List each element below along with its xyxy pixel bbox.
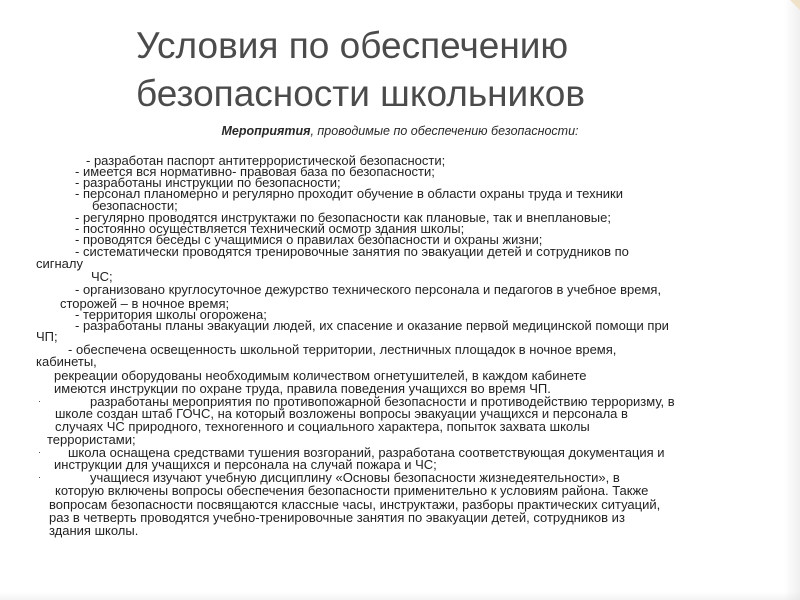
body-line: безопасности; (92, 198, 178, 213)
bullet-dot: · (38, 396, 41, 406)
body-line: имеются инструкции по охране труда, правила поведения учащихся во время ЧП. (54, 381, 551, 396)
body-line: - обеспечена освещенность школьной территории, лестничных площадок в ночное время, (68, 342, 617, 357)
body-line: - персонал планомерно и регулярно проходит обучение в области охраны труда и техники (75, 186, 623, 201)
slide-subtitle (0, 124, 800, 138)
slide-title-line-2: безопасности школьников (136, 73, 586, 114)
slide-shadow-edge (784, 0, 800, 600)
body-line: разработаны мероприятия по противопожарной безопасности и противодействию терроризму, в (90, 394, 675, 409)
body-line: - территория школы огорожена; (75, 307, 267, 322)
body-line: учащиеся изучают учебную дисциплину «Основы безопасности жизнедеятельности», в (90, 470, 620, 485)
slide-title (136, 22, 736, 118)
slide-bottom-edge (0, 592, 800, 600)
body-line: вопросам безопасности посвящаются классные часы, инструктажи, разборы практических ситуаций, (49, 497, 661, 512)
subtitle-bold: Мероприятия (221, 124, 311, 138)
body-line: - проводятся беседы с учащимися о правилах безопасности и охраны жизни; (75, 232, 543, 247)
body-line: школа оснащена средствами тушения возгораний, разработана соответствующая документация и (68, 445, 665, 460)
body-line: сигналу (36, 256, 83, 271)
body-line: террористами; (47, 432, 136, 447)
body-line: здания школы. (49, 523, 139, 538)
body-line: ЧС; (91, 269, 113, 284)
body-line: кабинеты, (36, 354, 97, 369)
body-line: - разработаны планы эвакуации людей, их спасение и оказание первой медицинской помощи при (75, 318, 669, 333)
subtitle-rest: , проводимые по обеспечению безопасности: (310, 124, 579, 138)
body-line: - постоянно осуществляется технический осмотр здания школы; (75, 221, 465, 236)
body-line: инструкции для учащихся и персонала на случай пожара и ЧС; (54, 457, 437, 472)
body-line: рекреации оборудованы необходимым количеством огнетушителей, в каждом кабинете (54, 368, 587, 383)
body-line: - разработаны инструкции по безопасности; (75, 175, 341, 190)
corner-accent-decoration (790, 0, 800, 10)
bullet-dot: · (38, 472, 41, 482)
body-line: - организовано круглосуточное дежурство технического персонала и педагогов в учебное время, (75, 282, 662, 297)
body-line: случаях ЧС природного, техногенного и социального характера, попыток захвата школы (55, 419, 590, 434)
slide-title-line-1: Условия по обеспечению (136, 25, 569, 66)
body-line: - систематически проводятся тренировочные занятия по эвакуации детей и сотрудников по (75, 244, 629, 259)
body-line: сторожей – в ночное время; (60, 296, 230, 311)
body-line: которую включены вопросы обеспечения безопасности применительно к условиям района. Также (55, 483, 649, 498)
body-line: - регулярно проводятся инструктажи по безопасности как плановые, так и внеплановые; (75, 210, 611, 225)
body-line: - имеется вся нормативно- правовая база по безопасности; (75, 164, 435, 179)
bullet-dot: · (38, 447, 41, 457)
body-line: раз в четверть проводятся учебно-тренировочные занятия по эвакуации детей, сотрудников из (49, 510, 625, 525)
body-line: - разработан паспорт антитеррористической безопасности; (86, 153, 446, 168)
body-line: ЧП; (36, 329, 58, 344)
body-line: школе создан штаб ГОЧС, на который возложены вопросы эвакуации учащихся и персонала в (55, 406, 628, 421)
